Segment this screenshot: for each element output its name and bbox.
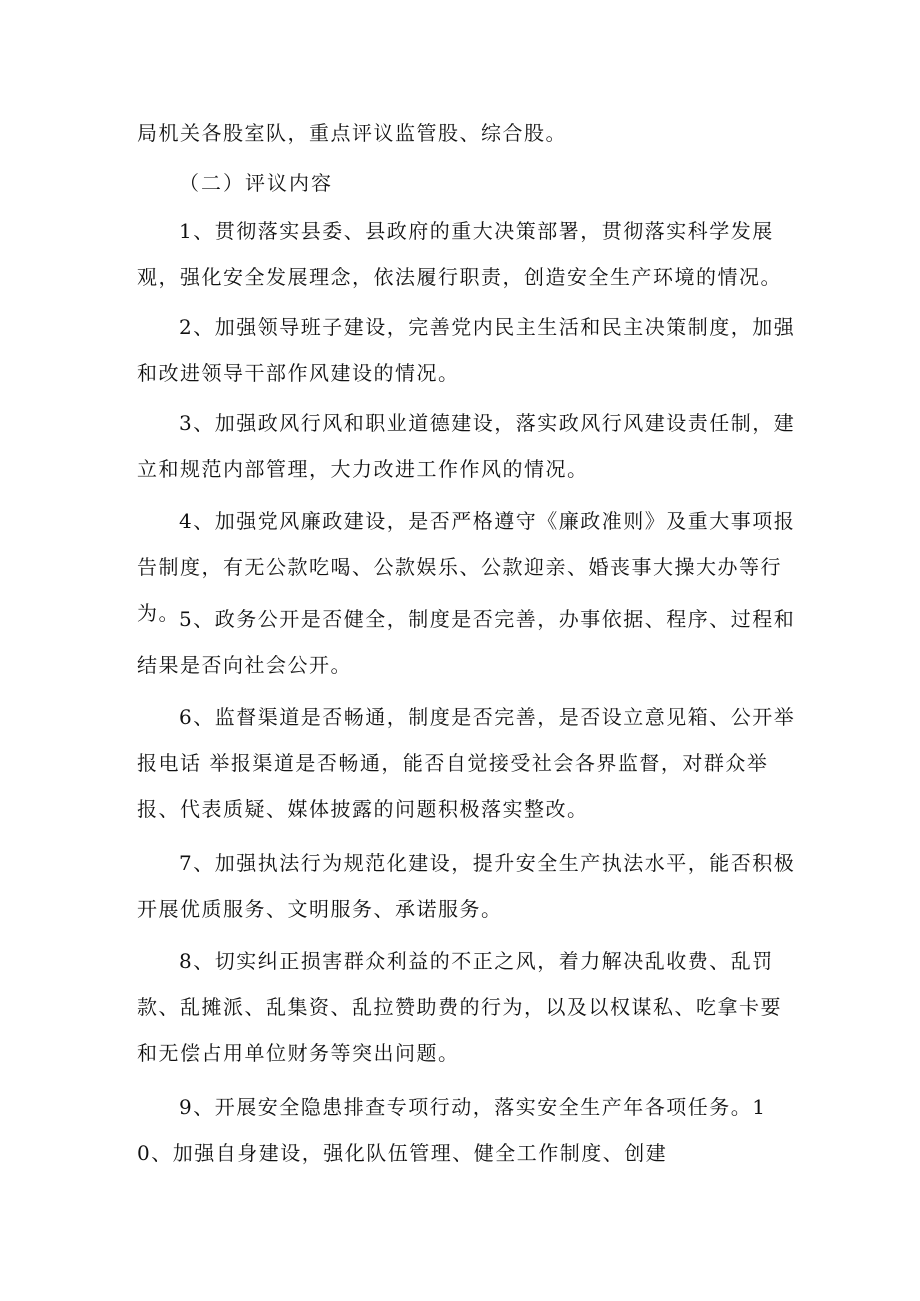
paragraph-item-4: 4、加强党风廉政建设，是否严格遵守《廉政准则》及重大事项报告制度，有无公款吃喝、公款娱乐、公款迎亲、婚丧事大操大办等行为。 xyxy=(137,509,796,625)
section-heading-content: （二）评议内容 xyxy=(179,171,333,195)
paragraph-item-9-10: 9、开展安全隐患排查专项行动，落实安全生产年各项任务。10、加强自身建设，强化队伍管理、健全工作制度、创建 xyxy=(137,1095,767,1165)
paragraph-item-8: 8、切实纠正损害群众利益的不正之风，着力解决乱收费、乱罚款、乱摊派、乱集资、乱拉赞助费的行为，以及以权谋私、吃拿卡要和无偿占用单位财务等突出问题。 xyxy=(137,949,782,1065)
paragraph-item-5: 5、政务公开是否健全，制度是否完善，办事依据、程序、过程和结果是否向社会公开。 xyxy=(137,607,796,677)
paragraph-item-7: 7、加强执法行为规范化建设，提升安全生产执法水平，能否积极开展优质服务、文明服务、承诺服务。 xyxy=(137,851,796,921)
paragraph-item-6: 6、监督渠道是否畅通，制度是否完善，是否设立意见箱、公开举报电话 举报渠道是否畅通，能否自觉接受社会各界监督，对群众举报、代表质疑、媒体披露的问题积极落实整改。 xyxy=(137,705,796,821)
paragraph-item-1: 1、贯彻落实县委、县政府的重大决策部署，贯彻落实科学发展观，强化安全发展理念，依法履行职责，创造安全生产环境的情况。 xyxy=(137,219,782,289)
paragraph-scope: 局机关各股室队，重点评议监管股、综合股。 xyxy=(137,121,567,145)
paragraph-item-3: 3、加强政风行风和职业道德建设，落实政风行风建设责任制，建立和规范内部管理，大力改进工作作风的情况。 xyxy=(137,411,796,481)
paragraph-item-2: 2、加强领导班子建设，完善党内民主生活和民主决策制度，加强和改进领导干部作风建设的情况。 xyxy=(137,315,796,385)
